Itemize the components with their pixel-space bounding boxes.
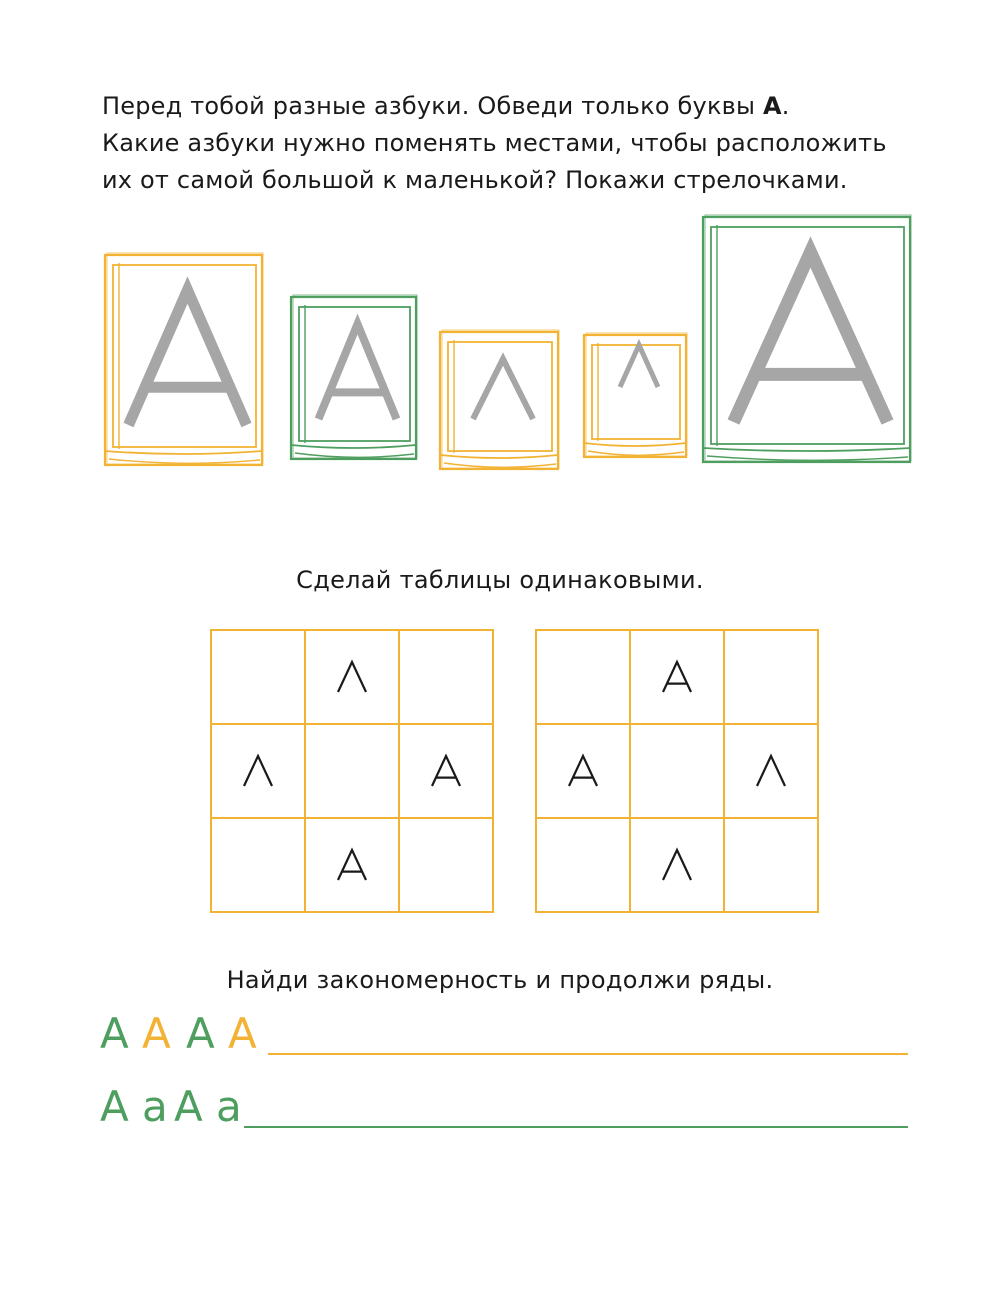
right-table (535, 629, 819, 913)
alphabet-book (440, 330, 559, 469)
answer-line[interactable] (268, 1053, 908, 1055)
letter-a-glyph (338, 850, 366, 880)
instruction-text-1: Перед тобой разные азбуки. Обведи только буквы (102, 92, 756, 120)
letter-a-glyph (538, 726, 628, 816)
instruction-period: . (781, 92, 790, 120)
pattern-letter: A (228, 1009, 257, 1058)
alphabet-books (0, 200, 1000, 490)
lambda-glyph (726, 726, 816, 816)
right-table-cell[interactable] (724, 818, 818, 912)
left-table-cell[interactable] (305, 630, 399, 724)
instruction-line-3: их от самой большой к маленькой? Покажи стрелочками. (102, 166, 848, 194)
tables-task-title: Сделай таблицы одинаковыми. (296, 566, 704, 594)
right-table-row (536, 724, 818, 818)
lambda-glyph (632, 820, 722, 910)
letter-a-glyph (632, 632, 722, 722)
left-table-cell[interactable] (211, 630, 305, 724)
letter-a-glyph (663, 662, 691, 692)
right-table-cell[interactable] (724, 630, 818, 724)
right-table-row (536, 818, 818, 912)
lambda-glyph (338, 662, 366, 692)
pattern-row-2 (100, 1078, 910, 1131)
letter-a-glyph (734, 252, 888, 422)
pattern-letter: A (142, 1009, 171, 1058)
instruction-bold-letter: А (763, 92, 782, 120)
alphabet-book (703, 215, 911, 462)
pattern-task-title: Найди закономерность и продолжи ряды. (226, 966, 774, 994)
instructions (102, 88, 922, 199)
left-table-cell[interactable] (305, 818, 399, 912)
pattern-letter: A (100, 1009, 129, 1058)
left-table-cell[interactable] (399, 724, 493, 818)
lambda-glyph (213, 726, 303, 816)
lambda-glyph (757, 756, 785, 786)
right-table-cell[interactable] (630, 724, 724, 818)
left-table-row (211, 630, 493, 724)
letter-a-glyph (401, 726, 491, 816)
answer-line[interactable] (244, 1126, 908, 1128)
right-table-cell[interactable] (630, 818, 724, 912)
instruction-line-2: Какие азбуки нужно поменять местами, чтобы расположить (102, 129, 887, 157)
pattern-letter: A (100, 1082, 129, 1131)
left-table-cell[interactable] (211, 724, 305, 818)
right-table-cell[interactable] (536, 724, 630, 818)
right-table-cell[interactable] (536, 818, 630, 912)
left-table-cell[interactable] (399, 630, 493, 724)
alphabet-book (291, 295, 417, 459)
lambda-glyph (663, 850, 691, 880)
pattern-letter: A (186, 1009, 215, 1058)
letter-a-glyph (129, 290, 247, 425)
letter-a-glyph (432, 756, 460, 786)
lambda-glyph (620, 345, 658, 387)
pattern-letter: A (174, 1082, 203, 1131)
pattern-row-1 (100, 1005, 910, 1058)
lambda-glyph (307, 632, 397, 722)
letter-a-glyph (307, 820, 397, 910)
left-table (210, 629, 494, 913)
right-table-cell[interactable] (724, 724, 818, 818)
pattern-letter: a (216, 1082, 242, 1131)
left-table-row (211, 818, 493, 912)
alphabet-book (105, 253, 263, 465)
alphabet-book (584, 333, 687, 457)
left-table-cell[interactable] (399, 818, 493, 912)
letter-a-glyph (569, 756, 597, 786)
left-table-cell[interactable] (211, 818, 305, 912)
lambda-glyph (244, 756, 272, 786)
left-table-row (211, 724, 493, 818)
instruction-line-1 (102, 88, 922, 125)
letter-a-glyph (319, 324, 397, 419)
right-table-row (536, 630, 818, 724)
right-table-cell[interactable] (630, 630, 724, 724)
lambda-glyph (473, 359, 533, 419)
pattern-letter: a (142, 1082, 168, 1131)
right-table-cell[interactable] (536, 630, 630, 724)
left-table-cell[interactable] (305, 724, 399, 818)
